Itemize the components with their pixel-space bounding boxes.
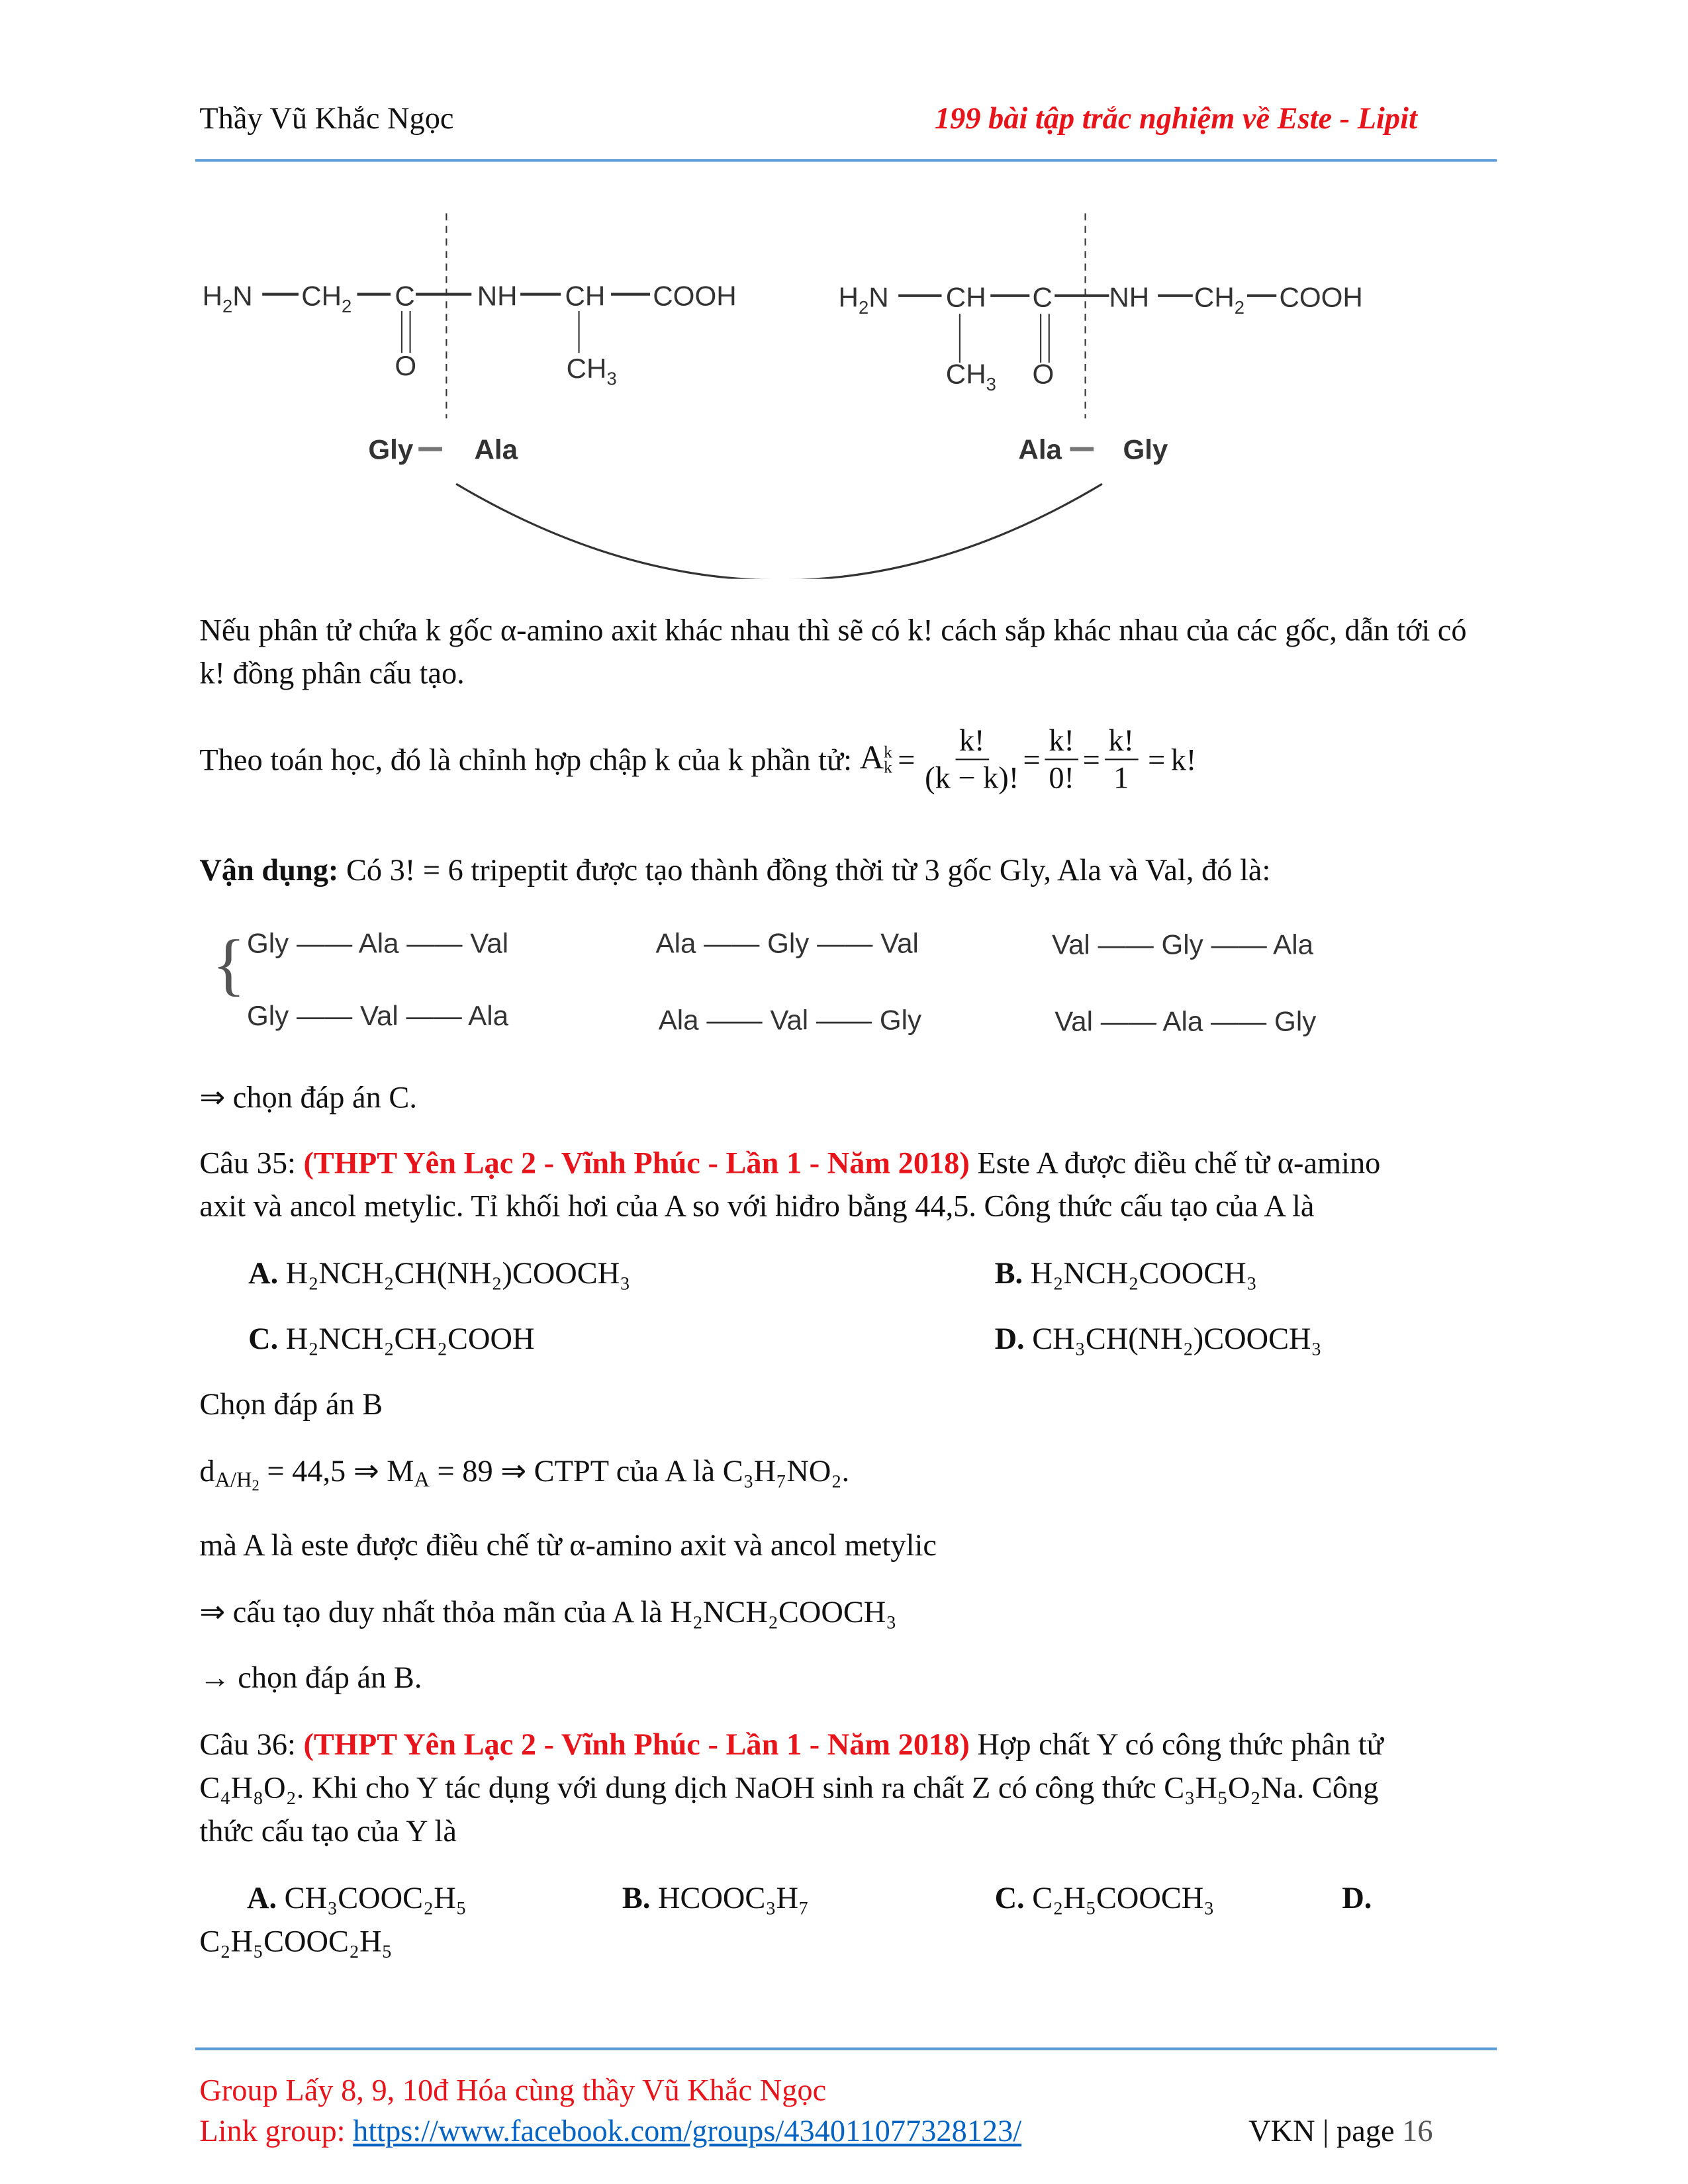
- svg-text:COOH: COOH: [1279, 281, 1363, 313]
- label-gly: Gly: [368, 433, 414, 465]
- footer-link-line: Link group: https://www.facebook.com/groups/434011077328123/: [199, 2113, 1022, 2148]
- svg-text:H2N: $H_2N$: [838, 281, 889, 318]
- page-number: VKN | page 16: [1248, 2113, 1433, 2148]
- svg-text:CH: CH: [565, 280, 606, 312]
- svg-text:C: C: [1032, 281, 1053, 313]
- footer-group: Group Lấy 8, 9, 10đ Hóa cùng thầy Vũ Khắc Ngọc: [199, 2072, 827, 2108]
- tripeptide-1: Gly —— Ala —— Val: [247, 929, 509, 960]
- svg-text:CH2: $CH_2$: [1194, 281, 1245, 318]
- footer-rule: [195, 2048, 1497, 2050]
- svg-text:NH: NH: [1109, 281, 1150, 313]
- header-title: 199 bài tập trắc nghiệm về Este - Lipit: [934, 100, 1417, 136]
- svg-text:CH3: $CH_3$: [566, 353, 617, 389]
- svg-text:O: O: [395, 349, 417, 381]
- option-c: C. C₂H₅COOCH₃: [994, 1880, 1215, 1915]
- svg-text:CH2: $CH_2$: [301, 280, 352, 317]
- question-35: Câu 35: (THPT Yên Lạc 2 - Vĩnh Phúc - Lần 1 - Năm 2018) Este A được điều chế từ α-amino: [199, 1145, 1381, 1180]
- svg-text:C: C: [395, 280, 415, 312]
- svg-text:Gly: Gly: [1123, 433, 1168, 465]
- option-d-text: C₂H₅COOC₂H₅: [199, 1923, 393, 1958]
- dipeptide-diagram: [195, 203, 1409, 579]
- formula-line: Theo toán học, đó là chỉnh hợp chập k của k phần tử: A k k = $\frac{k!}{(k - k)!}$ = $\frac{k!}{0!}$ = $\frac{k!}{1}$ = k!: [199, 722, 1197, 796]
- option-d-key: D.: [1342, 1880, 1372, 1915]
- paragraph-permutation: Nếu phân tử chứa k gốc α-amino axit khác nhau thì sẽ có k! cách sắp khác nhau của các gốc, dẫn tới có k! đồng phân cấu tạo.: [199, 612, 1467, 691]
- solution-density: $d_{A/H_2} = 44,5$ ⇒ $M_A = 89$ ⇒ CTPT của A là C₃H₇NO₂.: [199, 1453, 850, 1495]
- facebook-group-link[interactable]: https://www.facebook.com/groups/434011077328123/: [353, 2113, 1022, 2148]
- tripeptide-6: Val —— Ala —— Gly: [1055, 1007, 1317, 1038]
- option-b: B. H₂NCH₂COOCH₃: [994, 1255, 1257, 1291]
- tripeptide-5: Val —— Gly —— Ala: [1051, 930, 1314, 961]
- option-a: A. CH₃COOC₂H₅: [247, 1880, 467, 1915]
- svg-text:COOH: COOH: [653, 280, 737, 312]
- header-author: Thầy Vũ Khắc Ngọc: [199, 100, 454, 136]
- svg-text:Ala: Ala: [1018, 433, 1062, 465]
- header-rule: [195, 159, 1497, 161]
- svg-text:O: O: [1032, 358, 1055, 390]
- tripeptide-3: Ala —— Gly —— Val: [655, 929, 919, 960]
- answer-34: ⇒ chọn đáp án C.: [199, 1079, 417, 1115]
- option-a: A. H₂NCH₂CH(NH₂)COOCH₃: [248, 1255, 631, 1291]
- van-dung: Vận dụng: Có 3! = 6 tripeptit được tạo thành đồng thời từ 3 gốc Gly, Ala và Val, đó là:: [199, 852, 1271, 887]
- label-ala: Ala: [474, 433, 518, 465]
- option-c: C. H₂NCH₂CH₂COOH: [248, 1320, 535, 1356]
- tripeptide-4: Ala —— Val —— Gly: [658, 1005, 922, 1036]
- question-36: Câu 36: (THPT Yên Lạc 2 - Vĩnh Phúc - Lần 1 - Năm 2018) Hợp chất Y có công thức phân tử: [199, 1726, 1383, 1762]
- svg-text:H2N: $H_2N$: [202, 280, 253, 317]
- tripeptide-2: Gly —— Val —— Ala: [247, 1001, 509, 1032]
- brace-icon: {: [212, 925, 246, 1003]
- option-b: B. HCOOC₃H₇: [622, 1880, 810, 1915]
- svg-text:NH: NH: [477, 280, 518, 312]
- svg-text:CH3: $CH_3$: [945, 358, 996, 395]
- document-page: Thầy Vũ Khắc Ngọc 199 bài tập trắc nghiệm về Este - Lipit $H_2N$ $CH_2$ C O NH CH COOH $CH_3$ Gly Ala $H_2N$ CH C O NH $CH_2$ COOH $CH_3$ Ala Gly Nếu phân tử chứa k gốc α-amino axit khác nhau thì sẽ có k! cách sắp khác nhau của các gốc, dẫn tới có k! đồng phân cấu tạo. Theo toán học, đó là chỉnh hợp chập k của k phần tử: A k k = $\frac{k!}{(k - k)!}$ = $\frac{k!}{0!}$ = $\frac{k!}{1}$ = k! Vận dụng: Có 3! = 6 tripeptit được tạo thành đồng thời từ 3 gốc Gly, Ala và Val, đó là: { Gly —— Ala —— Val Gly —— Val —— Ala Ala —— Gly —— Val Ala —— Val —— Gly Val —— Gly —— Ala Val —— Ala —— Gly ⇒ chọn đáp án C. Câu 35: (THPT Yên Lạc 2 - Vĩnh Phúc - Lần 1 - Năm 2018) Este A được điều chế từ α-amino axit và ancol metylic. Tỉ khối hơi của A so với hiđro bằng 44,5. Công thức cấu tạo của A là A. H₂NCH₂CH(NH₂)COOCH₃ B. H₂NCH₂COOCH₃ C. H₂NCH₂CH₂COOH D. CH₃CH(NH₂)COOCH₃ Chọn đáp án B $d_{A/H_2} = 44,5$ ⇒ $M_A = 89$ ⇒ CTPT của A là C₃H₇NO₂. mà A là este được điều chế từ α-amino axit và ancol metylic ⇒ cấu tạo duy nhất thỏa mãn của A là H₂NCH₂COOCH₃ → chọn đáp án B. Câu 36: (THPT Yên Lạc 2 - Vĩnh Phúc - Lần 1 - Năm 2018) Hợp chất Y có công thức phân tử C₄H₈O₂. Khi cho Y tác dụng với dung dịch NaOH sinh ra chất Z có công thức C₃H₅O₂Na. Công thức cấu tạo của Y là A. CH₃COOC₂H₅ B. HCOOC₃H₇ C. C₂H₅COOCH₃ D. C₂H₅COOC₂H₅ Group Lấy 8, 9, 10đ Hóa cùng thầy Vũ Khắc Ngọc Link group: https://www.facebook.com/groups/434011077328123/ VKN | page 16: [0, 0, 1688, 2184]
- option-d: D. CH₃CH(NH₂)COOCH₃: [994, 1320, 1322, 1356]
- svg-text:CH: CH: [945, 281, 986, 313]
